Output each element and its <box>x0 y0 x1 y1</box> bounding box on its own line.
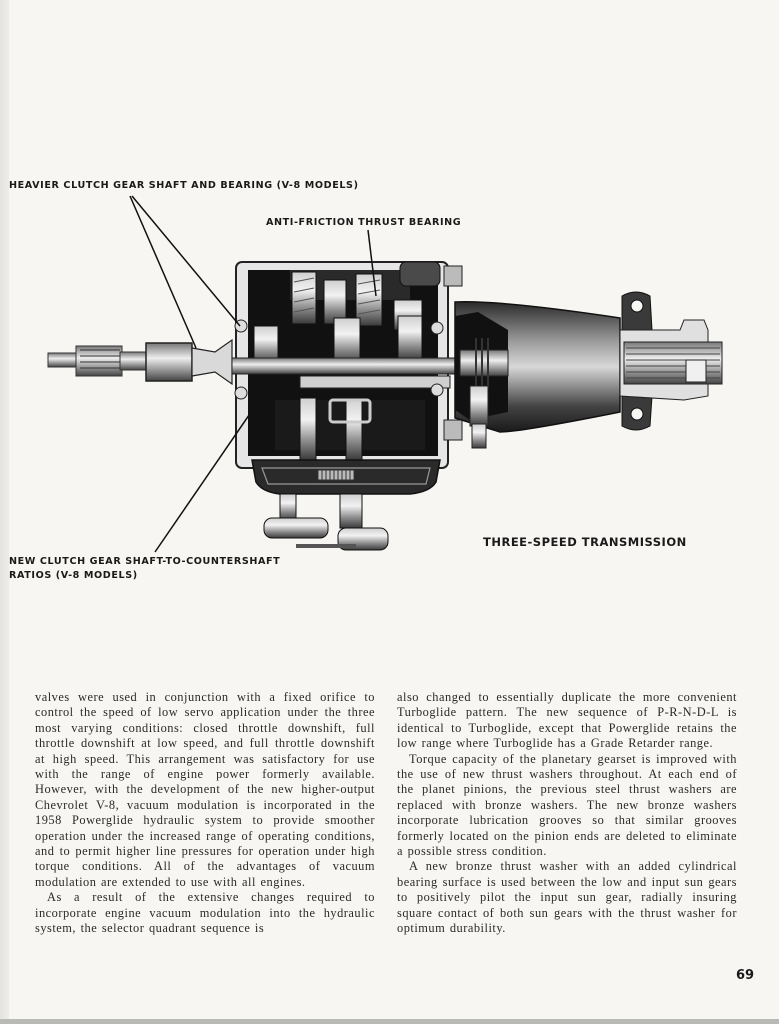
extension-housing <box>455 292 722 448</box>
paragraph: also changed to essentially duplicate the more convenient Turboglide pattern. The new sequence of P-R-N-D-L is identical to Turboglide, except that Powerglide retains the low range where Turboglide has a Grade Retarder range. <box>397 690 737 751</box>
callout-countershaft-ratios <box>9 555 280 583</box>
paragraph: As a result of the extensive changes required to incorporate engine vacuum modulation into the hydraulic system, the selector quadrant sequence is <box>35 890 375 936</box>
page-number: 69 <box>736 968 755 983</box>
callout-countershaft-ratios-line1: NEW CLUTCH GEAR SHAFT-TO-COUNTERSHAFT <box>9 556 281 567</box>
callout-clutch-gear-shaft: HEAVIER CLUTCH GEAR SHAFT AND BEARING (V-8 MODELS) <box>9 180 359 191</box>
shift-cover <box>252 460 440 550</box>
paragraph: valves were used in conjunction with a fixed orifice to control the speed of low servo application under the three most varying conditions: closed throttle downshift, full throttle downshift at low speed, and full throttle downshift at high speed. This arrangement was satisfactory for use with the range of engine power formerly available. However, with the development of the new higher-output Chevrolet V-8, vacuum modulation is incorporated in the 1958 Powerglide hydraulic system to provide smoother operation under the increased range of operating conditions, and to permit higher line pressures for operation under high torque conditions. All of the advantages of vacuum modulation are extended to use with all engines. <box>35 690 375 889</box>
callout-thrust-bearing: ANTI-FRICTION THRUST BEARING <box>266 217 462 228</box>
paragraph: Torque capacity of the planetary gearset is improved with the use of new thrust washers throughout. At each end of the planet pinions, the previous steel thrust washers are replaced with bronze washers. The new bronze washers incorporate lubrication grooves so that similar grooves formerly located on the pinion ends are deleted to eliminate a possible stress condition. <box>397 751 737 859</box>
illustration-caption: THREE-SPEED TRANSMISSION <box>483 535 687 549</box>
callout-countershaft-ratios-line2: RATIOS (V-8 MODELS) <box>9 570 138 581</box>
body-column-left <box>35 690 375 937</box>
body-column-right <box>397 690 737 937</box>
page-bottom-edge <box>0 1019 779 1024</box>
input-shaft <box>48 340 232 384</box>
paragraph: A new bronze thrust washer with an added cylindrical bearing surface is used between the low and input sun gears to positively pilot the input sun gear, radially insuring square contact of both sun gears with the thrust washer for optimum durability. <box>397 859 737 936</box>
